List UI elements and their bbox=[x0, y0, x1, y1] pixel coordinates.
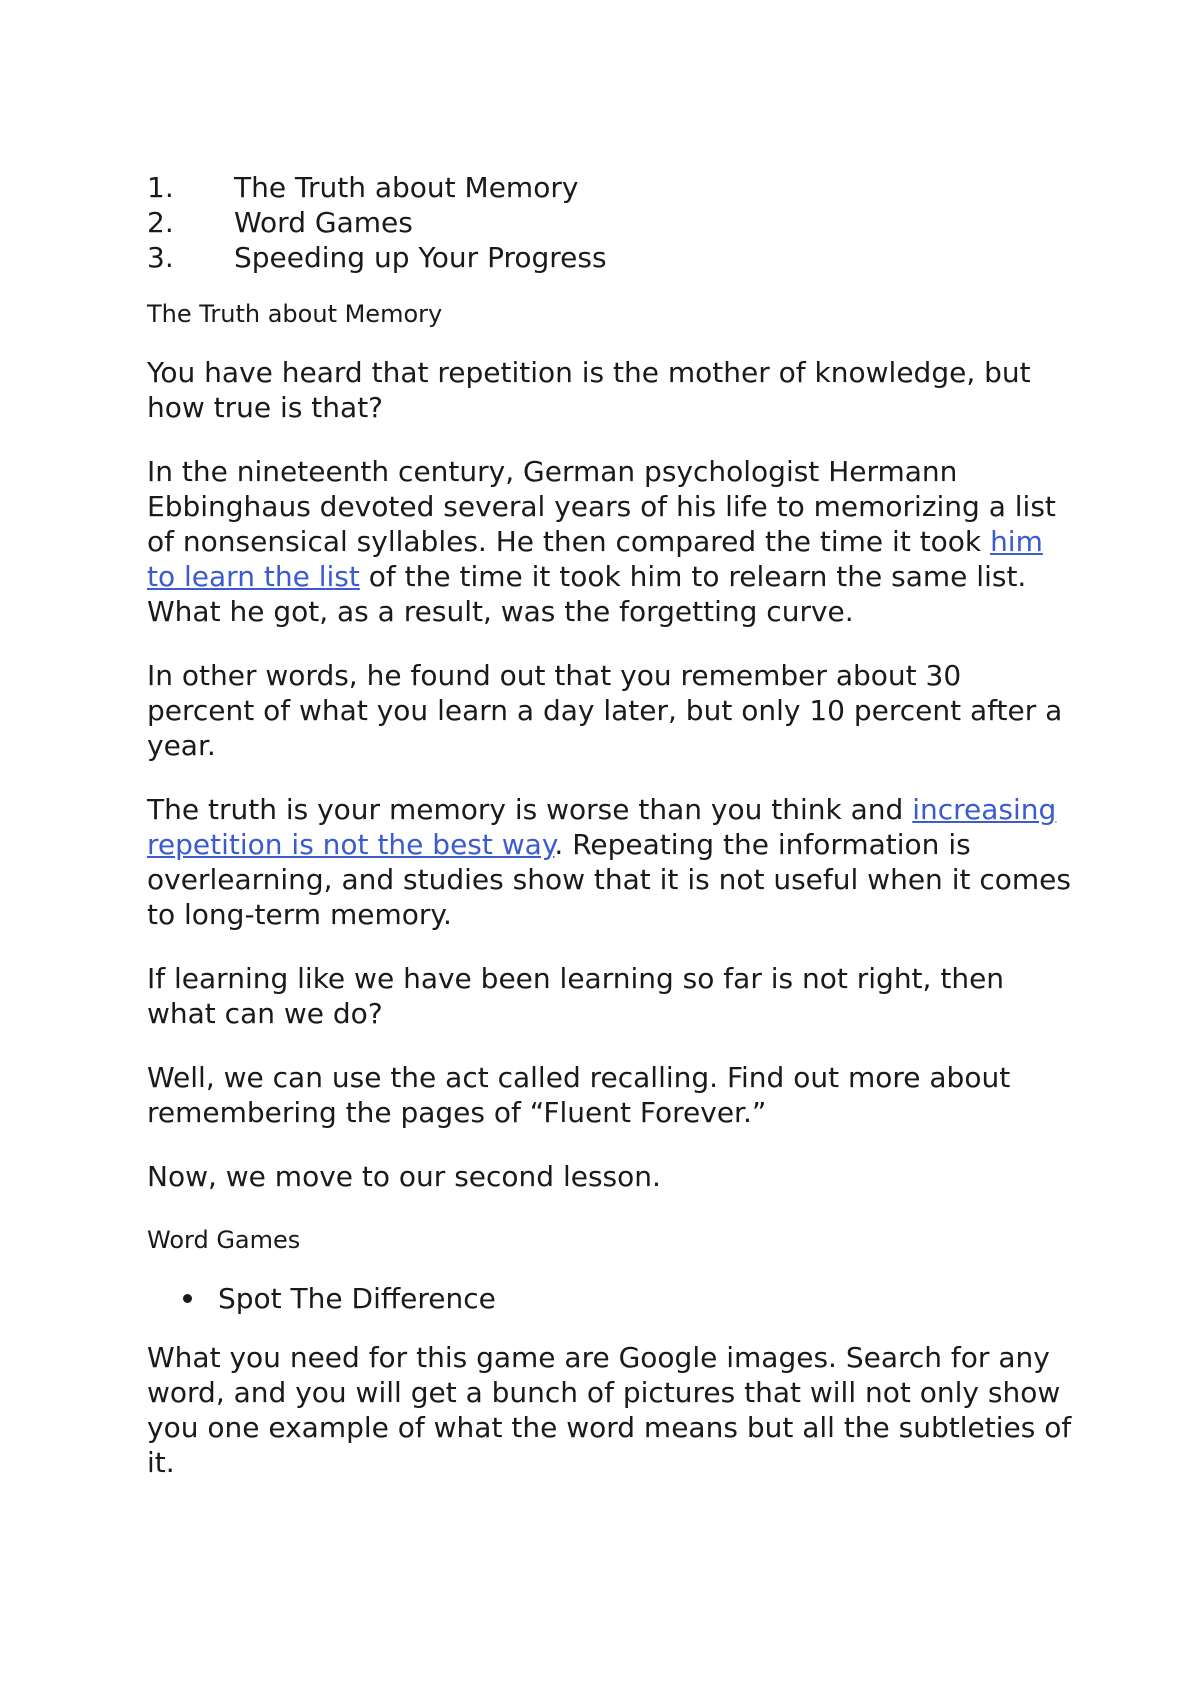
table-of-contents bbox=[147, 170, 1077, 275]
paragraph-text: of the time it took him to relearn the same list. What he got, as a result, was the forgetting curve. bbox=[147, 560, 1027, 628]
toc-item-number: 1. bbox=[147, 171, 174, 204]
document-page bbox=[147, 170, 1077, 1509]
paragraph-repetition bbox=[147, 792, 1077, 932]
paragraph: In other words, he found out that you remember about 30 percent of what you learn a day later, but only 10 percent after a year. bbox=[147, 659, 1063, 762]
paragraph: You have heard that repetition is the mother of knowledge, but how true is that? bbox=[147, 356, 1031, 424]
section-heading-truth-about-memory: The Truth about Memory bbox=[147, 300, 443, 328]
toc-item bbox=[147, 205, 1077, 240]
paragraph: What you need for this game are Google images. Search for any word, and you will get a bunch of pictures that will not only show you one example of what the word means but all the subtleties of it. bbox=[147, 1341, 1072, 1479]
link-learn-the-list[interactable]: him to learn the list bbox=[147, 525, 1043, 593]
paragraph-text: The truth is your memory is worse than you think and bbox=[147, 793, 913, 826]
bullet-item-label: Spot The Difference bbox=[218, 1282, 496, 1315]
toc-item-number: 3. bbox=[147, 241, 174, 274]
paragraph: Well, we can use the act called recalling. Find out more about remembering the pages of “Fluent Forever.” bbox=[147, 1061, 1011, 1129]
bullet-item bbox=[183, 1281, 1077, 1316]
paragraph-text: . Repeating the information is overlearning, and studies show that it is not useful when it comes to long-term memory. bbox=[147, 828, 1071, 931]
paragraph: Now, we move to our second lesson. bbox=[147, 1160, 661, 1193]
section-heading-word-games: Word Games bbox=[147, 1226, 301, 1254]
bullet-icon bbox=[183, 1294, 192, 1303]
toc-item-number: 2. bbox=[147, 206, 174, 239]
toc-item-label: Word Games bbox=[234, 206, 413, 239]
paragraph: If learning like we have been learning so far is not right, then what can we do? bbox=[147, 962, 1005, 1030]
link-increasing-repetition[interactable]: increasing repetition is not the best way bbox=[147, 793, 1057, 861]
paragraph-ebbinghaus bbox=[147, 454, 1077, 629]
toc-item bbox=[147, 170, 1077, 205]
paragraph-text: In the nineteenth century, German psychologist Hermann Ebbinghaus devoted several years of his life to memorizing a list of nonsensical syllables. He then compared the time it took bbox=[147, 455, 1056, 558]
toc-item bbox=[147, 240, 1077, 275]
toc-item-label: Speeding up Your Progress bbox=[234, 241, 607, 274]
bullet-list bbox=[147, 1281, 1077, 1316]
toc-item-label: The Truth about Memory bbox=[234, 171, 579, 204]
